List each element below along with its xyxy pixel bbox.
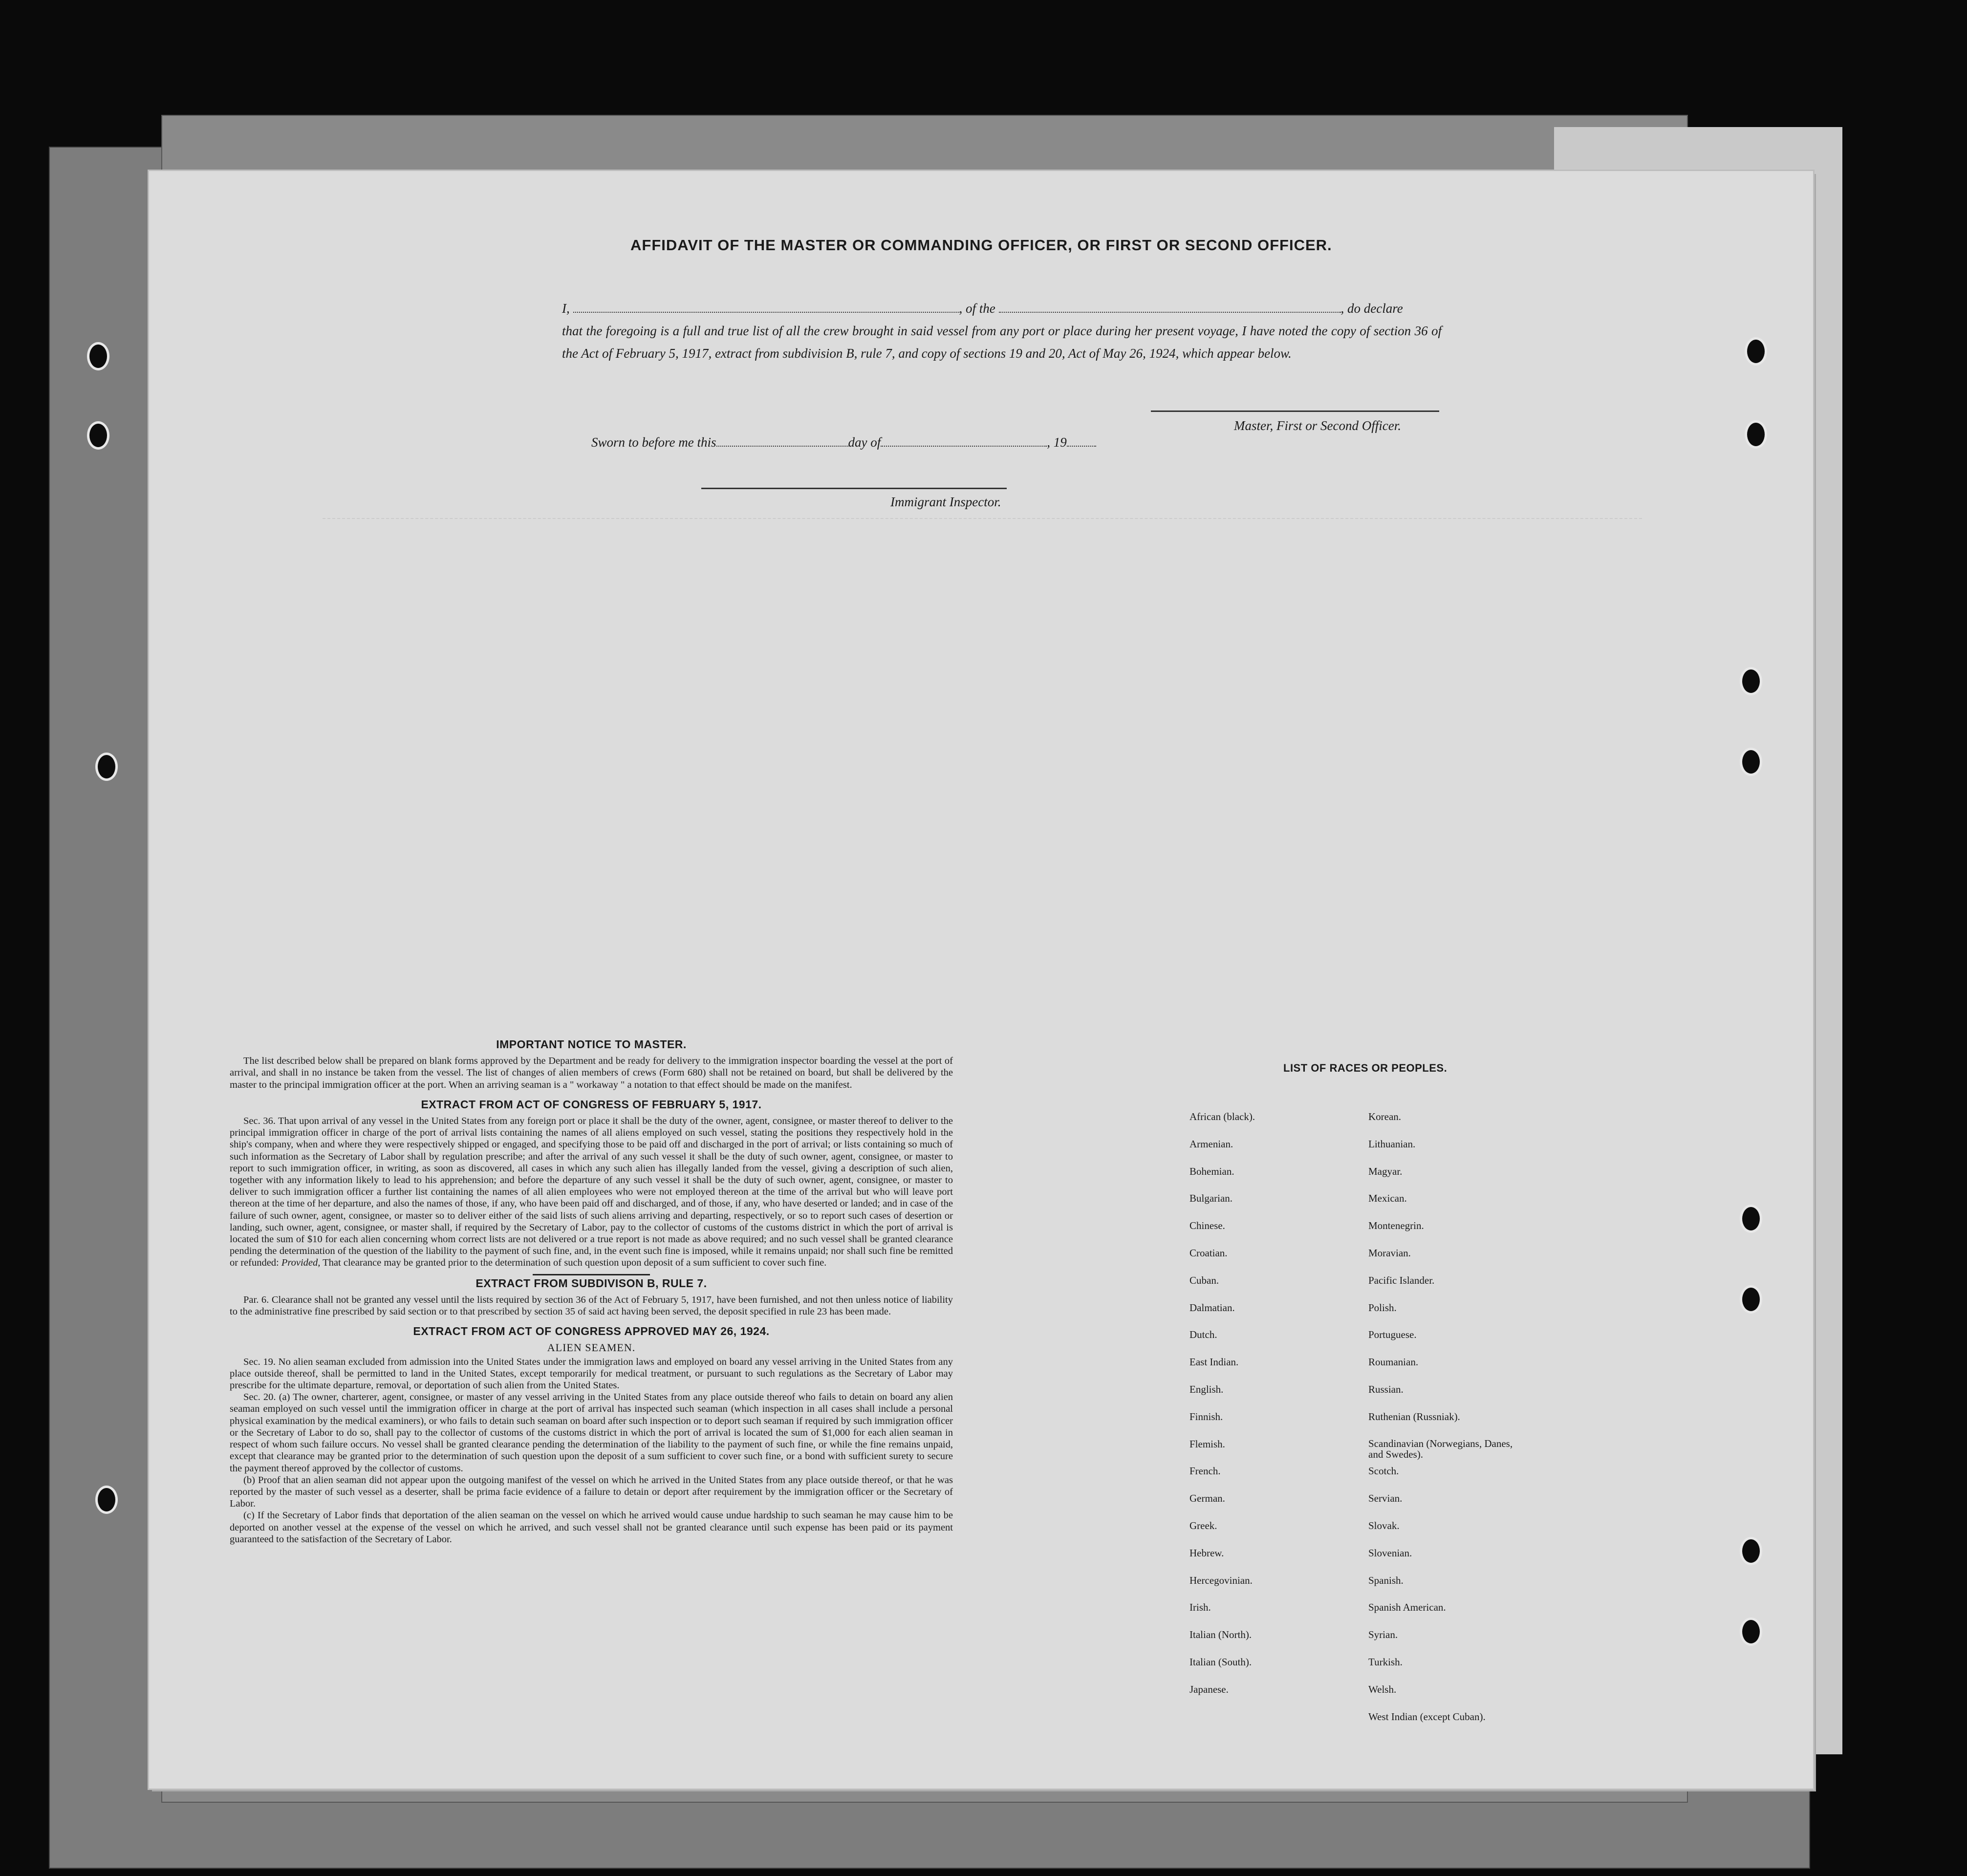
- race-item: Magyar.: [1368, 1165, 1403, 1177]
- race-item: Lithuanian.: [1368, 1138, 1416, 1150]
- race-item: English.: [1189, 1383, 1224, 1395]
- section-20a-text: Sec. 20. (a) The owner, charterer, agent, consignee, or master of any vessel arriving in the United States from any place outside thereof who fails to detain on board any alien seaman employed on such vessel until the immigration officer in charge at the port of arrival has inspected such seaman (which inspection in all cases shall include a personal physical examination by the medical examiners), or who fails to detain such seaman on board after such inspection or to deport such seaman if required by such immigration officer or the Secretary of Labor to do so, shall pay to the collector of customs of the customs district in which the port of arrival is located the sum of $1,000 for each alien seaman in respect of whom such failure occurs. No vessel shall be granted clearance pending the determination of the liability to the payment of such fine, or while the fine remains unpaid, except that clearance may be granted prior to the determination of such question upon the deposit of a sum sufficient to cover such fine, or a bond with sufficient surety to secure the payment thereof approved by the collector of customs.: [230, 1392, 953, 1474]
- notice-block: [230, 1038, 953, 1545]
- race-item: Servian.: [1368, 1492, 1403, 1505]
- rule-7-title: EXTRACT FROM SUBDIVISON B, RULE 7.: [476, 1276, 707, 1290]
- race-item: Armenian.: [1189, 1138, 1233, 1150]
- inspector-label: Immigrant Inspector.: [890, 495, 1001, 509]
- race-item: Bulgarian.: [1189, 1192, 1233, 1205]
- race-item: Russian.: [1368, 1383, 1404, 1395]
- race-item: Irish.: [1189, 1601, 1211, 1614]
- race-item: Portuguese.: [1368, 1329, 1417, 1341]
- punch-hole: [1740, 667, 1762, 695]
- race-item: Slovak.: [1368, 1519, 1400, 1531]
- affidavit-of-the-label: , of the: [959, 301, 995, 316]
- affidavit-i-label: I,: [562, 301, 570, 316]
- race-item: Roumanian.: [1368, 1356, 1419, 1368]
- affidavit-declare-label: , do declare: [1340, 301, 1403, 316]
- punch-hole: [95, 753, 118, 781]
- race-item: Slovenian.: [1368, 1547, 1412, 1559]
- act-1917-text: [230, 1115, 953, 1269]
- race-item: Hercegovinian.: [1189, 1574, 1253, 1586]
- act-1917-body: Sec. 36. That upon arrival of any vessel in the United States from any foreign port or place it shall be the duty of the owner, agent, consignee, or master thereof to deliver to the principal immigration officer in charge of the port of arrival lists containing the names of all aliens employed on such vessel, stating the positions they respectively hold in the ship's company, when and where they were respectively shipped or engaged, and specifying those to be paid off and discharged in the port of arrival; or lists containing so much of such information as the Secretary of Labor shall by regulation prescribe; and after the arrival of any such vessel it shall be the duty of such owner, agent, consignee, or master to report to such immigration officer, in writing, as soon as discovered, all cases in which any such alien has illegally landed from the vessel, giving a description of such alien, together with any information likely to lead to his apprehension; and before the departure of any such vessel it shall be the duty of such owner, agent, consignee, or master to deliver to such immigration officer a further list containing the names of all alien employees who were not employed thereon at the time of the arrival but who will leave port thereon at the time of her departure, and also the names of those, if any, who have been paid off and discharged, and of those, if any, who have deserted or landed; and in case of the failure of such owner, agent, consignee, or master so to deliver either of the said lists of such aliens arriving and departing, respectively, or so to report such cases of desertion or landing, such owner, agent, consignee, or master shall, if required by the Secretary of Labor, pay to the collector of customs of the customs district in which the port of arrival is located the sum of $10 for each alien concerning whom correct lists are not delivered or a true report is not made as above required; and no such vessel shall be granted clearance pending the determination of the question of the liability to the payment of such fine, and, in the event such fine is imposed, while it remains unpaid; nor shall such fine be remitted or refunded:: [230, 1116, 953, 1269]
- punch-hole: [87, 342, 109, 370]
- race-item: West Indian (except Cuban).: [1368, 1710, 1486, 1723]
- race-item: Finnish.: [1189, 1410, 1223, 1423]
- notice-title: IMPORTANT NOTICE TO MASTER.: [496, 1038, 687, 1051]
- sworn-day-field: [716, 446, 848, 447]
- affidavit-title: AFFIDAVIT OF THE MASTER OR COMMANDING OFFICER, OR FIRST OR SECOND OFFICER.: [630, 237, 1332, 254]
- sworn-year-label: , 19: [1047, 435, 1067, 450]
- punch-hole: [95, 1486, 118, 1514]
- race-item: Spanish American.: [1368, 1601, 1446, 1614]
- race-item: Bohemian.: [1189, 1165, 1234, 1177]
- race-item: Polish.: [1368, 1301, 1397, 1314]
- act-1917-provided: Provided,: [281, 1257, 321, 1269]
- punch-hole: [1740, 748, 1762, 776]
- race-item: African (black).: [1189, 1111, 1255, 1122]
- race-item: Italian (South).: [1189, 1656, 1252, 1668]
- race-item: Chinese.: [1189, 1220, 1225, 1232]
- race-item: Flemish.: [1189, 1438, 1225, 1450]
- punch-hole: [1745, 337, 1767, 366]
- act-1924-title: EXTRACT FROM ACT OF CONGRESS APPROVED MAY 26, 1924.: [413, 1325, 770, 1338]
- master-signature-line: [1151, 410, 1439, 412]
- race-item: Hebrew.: [1189, 1547, 1224, 1559]
- races-right-column: [1368, 1111, 1525, 1738]
- sworn-prefix: Sworn to before me this: [591, 435, 716, 450]
- race-item: Pacific Islander.: [1368, 1274, 1435, 1286]
- race-item: Montenegrin.: [1368, 1220, 1424, 1232]
- race-item: Greek.: [1189, 1519, 1217, 1531]
- act-1917-title: EXTRACT FROM ACT OF CONGRESS OF FEBRUARY 5, 1917.: [421, 1098, 762, 1111]
- affidavit-body: [562, 297, 1442, 365]
- punch-hole: [1740, 1205, 1762, 1233]
- punch-hole: [87, 421, 109, 450]
- master-name-field: [573, 312, 959, 313]
- race-item: Japanese.: [1189, 1683, 1229, 1695]
- race-item: Dalmatian.: [1189, 1301, 1235, 1314]
- races-left-column: [1189, 1111, 1255, 1711]
- separator-rule: [533, 1274, 650, 1275]
- race-item: Mexican.: [1368, 1192, 1407, 1205]
- race-item: Scotch.: [1368, 1465, 1399, 1477]
- race-item: German.: [1189, 1492, 1225, 1505]
- race-item: Welsh.: [1368, 1683, 1397, 1695]
- sworn-line: [591, 435, 1096, 450]
- vessel-name-field: [999, 312, 1341, 313]
- race-item: East Indian.: [1189, 1356, 1239, 1368]
- notice-text: The list described below shall be prepared on blank forms approved by the Department and be ready for delivery to the immigration inspector boarding the vessel at the port of arrival, and shall in no instance be taken from the vessel. The list of changes of alien members of crews (Form 680) shall not be retained on board, but shall be delivered by the master to the principal immigration officer at the port. When an arriving seaman is a " workaway " a notation to that effect should be made on the manifest.: [230, 1056, 953, 1090]
- punch-hole: [1740, 1537, 1762, 1565]
- race-item: Scandinavian (Norwegians, Danes, and Swedes).: [1368, 1437, 1513, 1460]
- section-20b-text: (b) Proof that an alien seaman did not appear upon the outgoing manifest of the vessel on which he arrived in the United States from any place outside thereof, or that he was reported by the master of such vessel as a deserter, shall be prima facie evidence of a failure to detain or deport after requirement by the immigration officer or the Secretary of Labor.: [230, 1474, 953, 1509]
- rule-7-text: Par. 6. Clearance shall not be granted any vessel until the lists required by section 36 of the Act of February 5, 1917, have been furnished, and not then unless notice of liability to the administrative fine prescribed by said section or to that prescribed by section 35 of said act having been served, the deposit specified in rule 23 has been made.: [230, 1294, 953, 1317]
- section-20c-text: (c) If the Secretary of Labor finds that deportation of the alien seaman on the vessel on which he arrived would cause undue hardship to such seaman he may cause him to be deported on another vessel at the expense of the vessel on which he arrived, and such vessel shall not be granted clearance until such expense has been paid or its payment guaranteed to the satisfaction of the Secretary of Labor.: [230, 1510, 953, 1545]
- race-item: Korean.: [1368, 1111, 1402, 1122]
- race-item: Moravian.: [1368, 1247, 1411, 1259]
- affidavit-statement: that the foregoing is a full and true list of all the crew brought in said vessel from any port or place during her present voyage, I have noted the copy of section 36 of the Act of February 5, 1917, extract from subdivision B, rule 7, and copy of sections 19 and 20, Act of May 26, 1924, which appear below.: [562, 323, 1442, 361]
- inspector-signature-line: [701, 488, 1007, 489]
- sworn-day-label: day of: [848, 435, 881, 450]
- act-1917-tail: That clearance may be granted prior to the determination of such question upon deposit of a sum sufficient to cover such fine.: [323, 1257, 827, 1269]
- punch-hole: [1740, 1285, 1762, 1314]
- section-19-text: Sec. 19. No alien seaman excluded from admission into the United States under the immigration laws and employed on board any vessel arriving in the United States from any place outside thereof, shall be permitted to land in the United States, except temporarily for medical treatment, or pursuant to such regulations as the Secretary of Labor may prescribe for the ultimate departure, removal, or deportation of such alien from the United States.: [230, 1356, 953, 1391]
- race-item: Spanish.: [1368, 1574, 1404, 1586]
- sworn-month-field: [881, 446, 1047, 447]
- race-item: Dutch.: [1189, 1329, 1217, 1341]
- alien-seamen-subtitle: ALIEN SEAMEN.: [547, 1341, 636, 1354]
- master-signature-label: Master, First or Second Officer.: [1234, 418, 1401, 433]
- punch-hole: [1740, 1617, 1762, 1646]
- sworn-year-field: [1067, 446, 1096, 447]
- race-item: Croatian.: [1189, 1247, 1228, 1259]
- race-item: Turkish.: [1368, 1656, 1403, 1668]
- punch-hole: [1745, 420, 1767, 449]
- race-item: Cuban.: [1189, 1274, 1219, 1286]
- race-item: Ruthenian (Russniak).: [1368, 1410, 1460, 1423]
- bleed-through-rows: [323, 518, 1642, 1105]
- races-title: LIST OF RACES OR PEOPLES.: [1283, 1062, 1448, 1074]
- race-item: Syrian.: [1368, 1629, 1398, 1641]
- race-item: French.: [1189, 1465, 1221, 1477]
- race-item: Italian (North).: [1189, 1629, 1252, 1641]
